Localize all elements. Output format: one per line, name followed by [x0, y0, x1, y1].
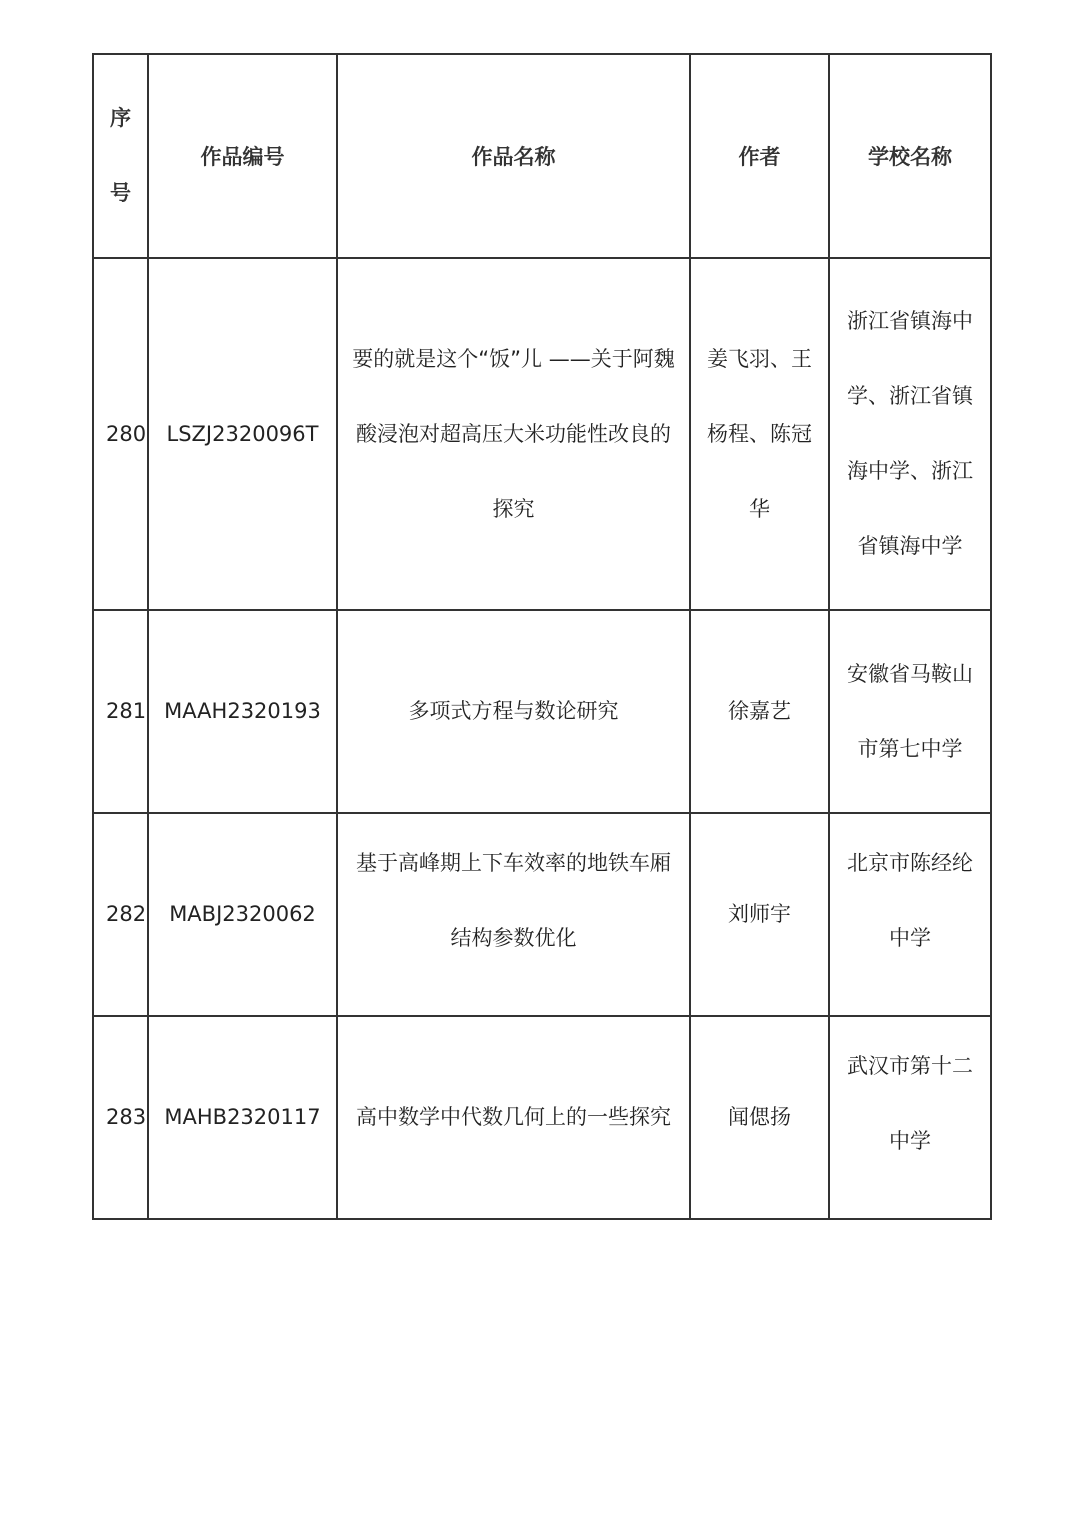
header-seq-line2: 号: [110, 181, 131, 205]
header-seq-line1: 序: [110, 106, 131, 130]
cell-seq: 283: [93, 1016, 148, 1219]
cell-title: 要的就是这个“饭”儿 ——关于阿魏酸浸泡对超高压大米功能性改良的探究: [337, 258, 690, 610]
header-school: 学校名称: [829, 54, 991, 258]
cell-author: 刘师宇: [690, 813, 829, 1016]
table-row: [93, 258, 991, 610]
cell-school: 北京市陈经纶中学: [829, 813, 991, 1016]
header-author: 作者: [690, 54, 829, 258]
cell-code: MAHB2320117: [148, 1016, 337, 1219]
cell-seq: 281: [93, 610, 148, 813]
table-row: [93, 813, 991, 1016]
cell-school: 武汉市第十二中学: [829, 1016, 991, 1219]
cell-school: 安徽省马鞍山市第七中学: [829, 610, 991, 813]
cell-title: 基于高峰期上下车效率的地铁车厢结构参数优化: [337, 813, 690, 1016]
award-list-table: [92, 53, 992, 1220]
cell-code: MABJ2320062: [148, 813, 337, 1016]
table-row: [93, 610, 991, 813]
cell-seq: 280: [93, 258, 148, 610]
header-code: 作品编号: [148, 54, 337, 258]
header-title: 作品名称: [337, 54, 690, 258]
cell-code: MAAH2320193: [148, 610, 337, 813]
cell-author: 徐嘉艺: [690, 610, 829, 813]
cell-seq: 282: [93, 813, 148, 1016]
cell-title: 高中数学中代数几何上的一些探究: [337, 1016, 690, 1219]
header-seq: [93, 54, 148, 258]
cell-code: LSZJ2320096T: [148, 258, 337, 610]
table-row: [93, 1016, 991, 1219]
cell-title: 多项式方程与数论研究: [337, 610, 690, 813]
cell-author: 闻偲扬: [690, 1016, 829, 1219]
table-header-row: [93, 54, 991, 258]
cell-author: 姜飞羽、王杨程、陈冠华: [690, 258, 829, 610]
cell-school: 浙江省镇海中学、浙江省镇海中学、浙江省镇海中学: [829, 258, 991, 610]
